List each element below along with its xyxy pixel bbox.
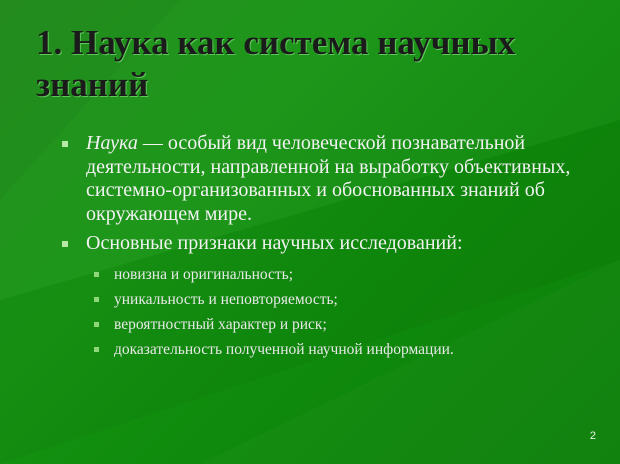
square-bullet-icon (94, 322, 99, 327)
square-bullet-icon (94, 272, 99, 277)
list-item (62, 312, 582, 337)
square-bullet-icon (94, 297, 99, 302)
slide-title: 1. Наука как система научных знаний (36, 23, 516, 104)
list-item (62, 262, 582, 287)
definition-term: Наука (86, 132, 138, 154)
bullet-definition (62, 132, 582, 226)
list-item-text: вероятностный характер и риск; (114, 315, 327, 333)
list-item-text: уникальность и неповторяемость; (114, 290, 338, 308)
square-bullet-icon (62, 241, 68, 247)
list-item (62, 287, 582, 312)
square-bullet-icon (62, 141, 68, 147)
definition-text: — особый вид человеческой познавательной деятельности, направленной на выработку объективных, системно-организованных и обоснованных знаний об окружающем мире. (86, 132, 571, 225)
features-list (62, 262, 582, 362)
square-bullet-icon (94, 347, 99, 352)
slide-content (62, 132, 582, 362)
slide-number: 2 (589, 430, 596, 442)
list-item (62, 337, 582, 362)
list-item-text: новизна и оригинальность; (114, 265, 294, 283)
list-item-text: доказательность полученной научной информации. (114, 340, 454, 358)
bullet-features (62, 232, 582, 256)
features-heading: Основные признаки научных исследований: (86, 232, 463, 254)
